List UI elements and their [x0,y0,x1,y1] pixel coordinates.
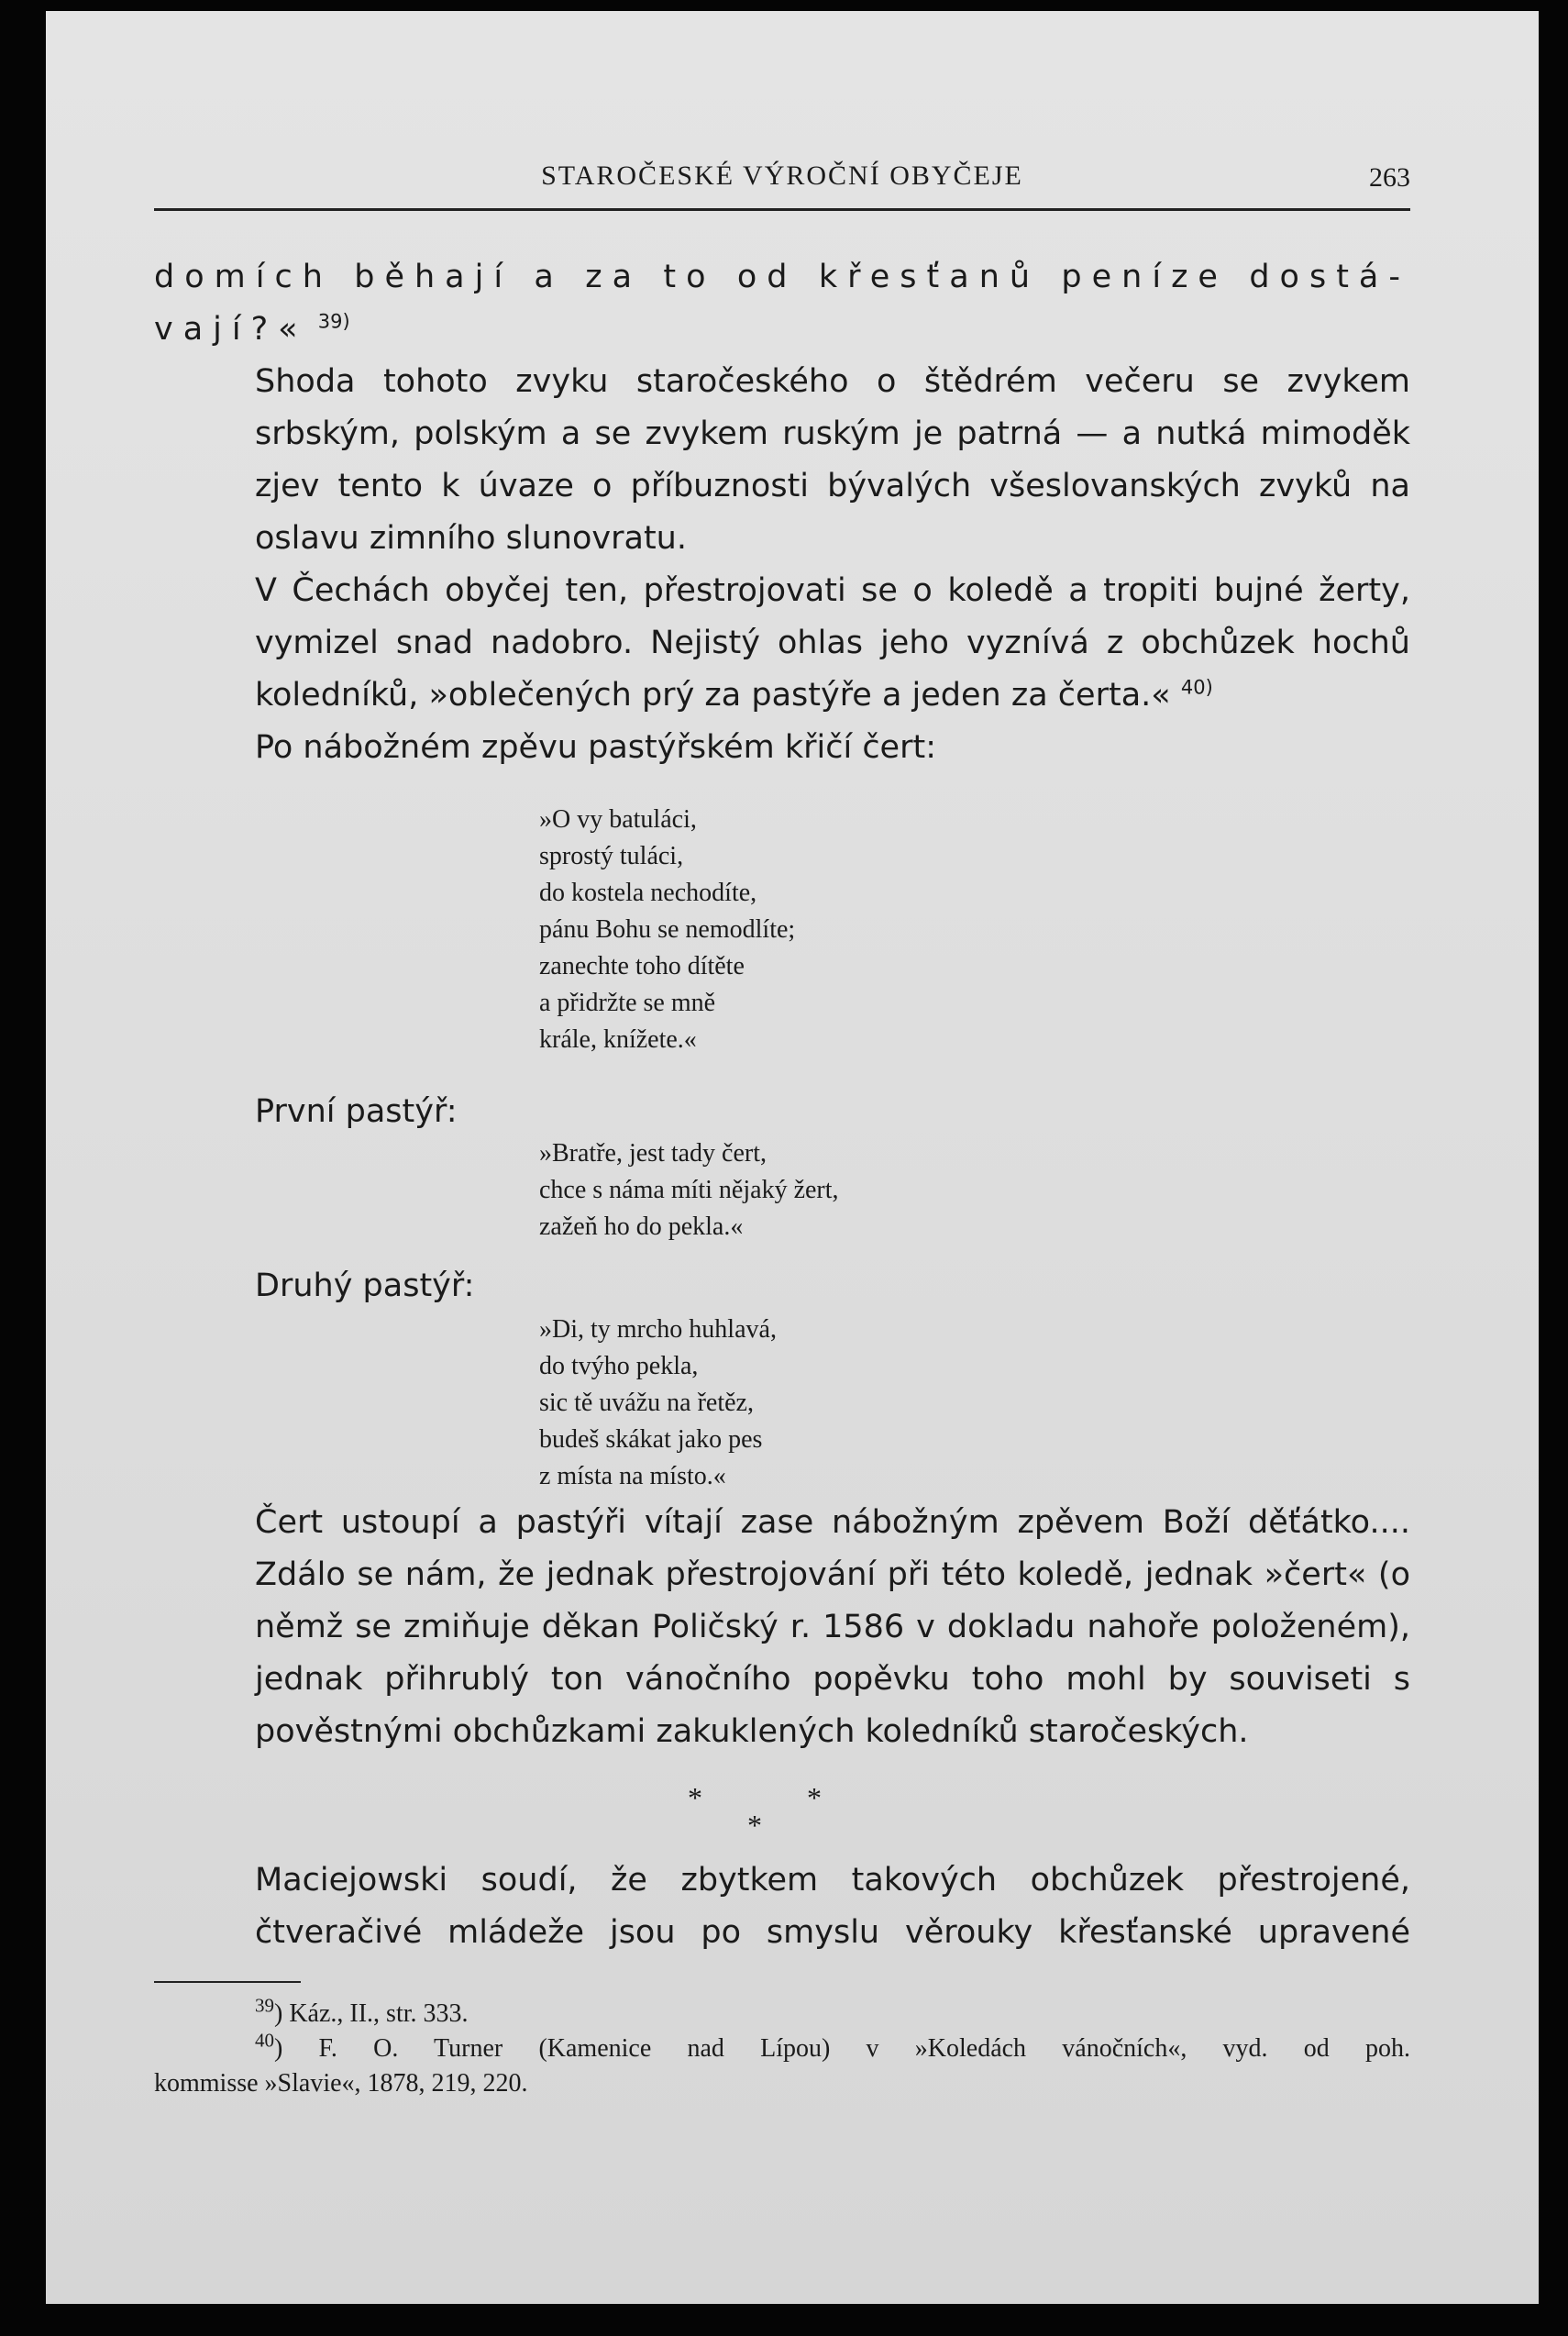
verse-second-shepherd [539,1312,777,1495]
verse-first-shepherd [539,1135,839,1245]
page-number: 263 [1369,162,1410,193]
running-title: STAROČESKÉ VÝROČNÍ OBYČEJE [541,161,1023,191]
final-text [154,1854,1410,1959]
asterisk: * [807,1781,822,1814]
verse-line: do kostela nechodíte, [539,879,757,907]
verse-line: do tvýho pekla, [539,1352,699,1380]
footnote-ref: 39) [317,310,350,333]
footnote-rule [154,1981,301,1983]
footnote-40: $^{40}$) F. O. Turner (Kamenice nad Lípou) v »Koledách vánočních«, vyd. od poh. [255,2029,1410,2063]
verse-cert [539,802,795,1058]
footnote-39: $^{39}$) Káz., II., str. 333. [255,1994,469,2028]
paragraph-continuation: domích běhají a za to od křesťanů peníze dostá- [154,259,1410,295]
verse-line: pánu Bohu se nemodlíte; [539,915,796,944]
footnote-text: F. O. Turner (Kamenice nad Lípou) v »Koledách vánočních«, vyd. od poh. [318,2034,1410,2063]
section-asterism [688,1781,862,1842]
main-text [154,251,1410,774]
verse-line: zanechte toho dítěte [539,952,745,980]
speaker-first-shepherd: První pastýř: [255,1093,458,1130]
footnotes [154,1994,1410,2101]
paragraph-maciejowski: Maciejowski soudí, že zbytkem takových obchůzek přestrojené, čtveračivé mládeže jsou po smyslu věrouky křesťanské upravené [255,1862,1410,1951]
verse-line: chce s náma míti nějaký žert, [539,1176,839,1204]
footnote-text: Káz., II., str. 333. [289,1999,469,2028]
paragraph-continuation-end [154,304,1410,356]
paragraph-intro-cert: Po nábožném zpěvu pastýřském křičí čert: [255,729,936,766]
paragraph-text: V Čechách obyčej ten, přestrojovati se o koledě a tropiti bujné žerty, vymizel snad nadobro. Nejistý ohlas jeho vyznívá z obchůzek hochů koledníků, »oblečených prý za pastýře a jeden za čerta.« [255,572,1410,714]
asterisk: * [688,1781,702,1814]
paragraph-cert-ustoupi: Čert ustoupí a pastýři vítají zase nábožným zpěvem Boží děťátko.... Zdálo se nám, že jednak přestrojování při této koledě, jednak »čert« (o němž se zmiňuje děkan Poličský r. 1586 v dokladu nahoře položeném), jednak přihrublý ton vánočního popěvku toho mohl by souviseti s pověstnými obchůzkami zakuklených koledníků staročeských. [255,1504,1410,1750]
verse-line: sic tě uvážu na řetěz, [539,1389,754,1417]
page-header [154,153,1410,211]
asterisk: * [747,1809,762,1842]
verse-line: a přidržte se mně [539,989,716,1017]
verse-line: z místa na místo.« [539,1462,726,1490]
verse-line: sprostý tuláci, [539,842,684,870]
book-page [46,11,1539,2304]
paragraph-cechach [154,565,1410,722]
verse-line: »O vy batuláci, [539,805,697,834]
after-dialogue-text [154,1497,1410,1758]
verse-line: krále, knížete.« [539,1025,697,1054]
verse-line: budeš skákat jako pes [539,1425,763,1454]
speaker-second-shepherd: Druhý pastýř: [255,1268,475,1304]
footnote-ref: 40) [1180,676,1213,699]
verse-line: »Bratře, jest tady čert, [539,1139,767,1168]
footnote-40-cont: kommisse »Slavie«, 1878, 219, 220. [154,2069,528,2098]
continuation-text: vají?« [154,311,308,348]
verse-line: zažeň ho do pekla.« [539,1212,744,1241]
paragraph-shoda: Shoda tohoto zvyku staročeského o štědrém večeru se zvykem srbským, polským a se zvykem ruským je patrná — a nutká mimoděk zjev tento k úvaze o příbuznosti bývalých všeslovanských zvyků na oslavu zimního slunovratu. [255,363,1410,557]
verse-line: »Di, ty mrcho huhlavá, [539,1315,777,1344]
